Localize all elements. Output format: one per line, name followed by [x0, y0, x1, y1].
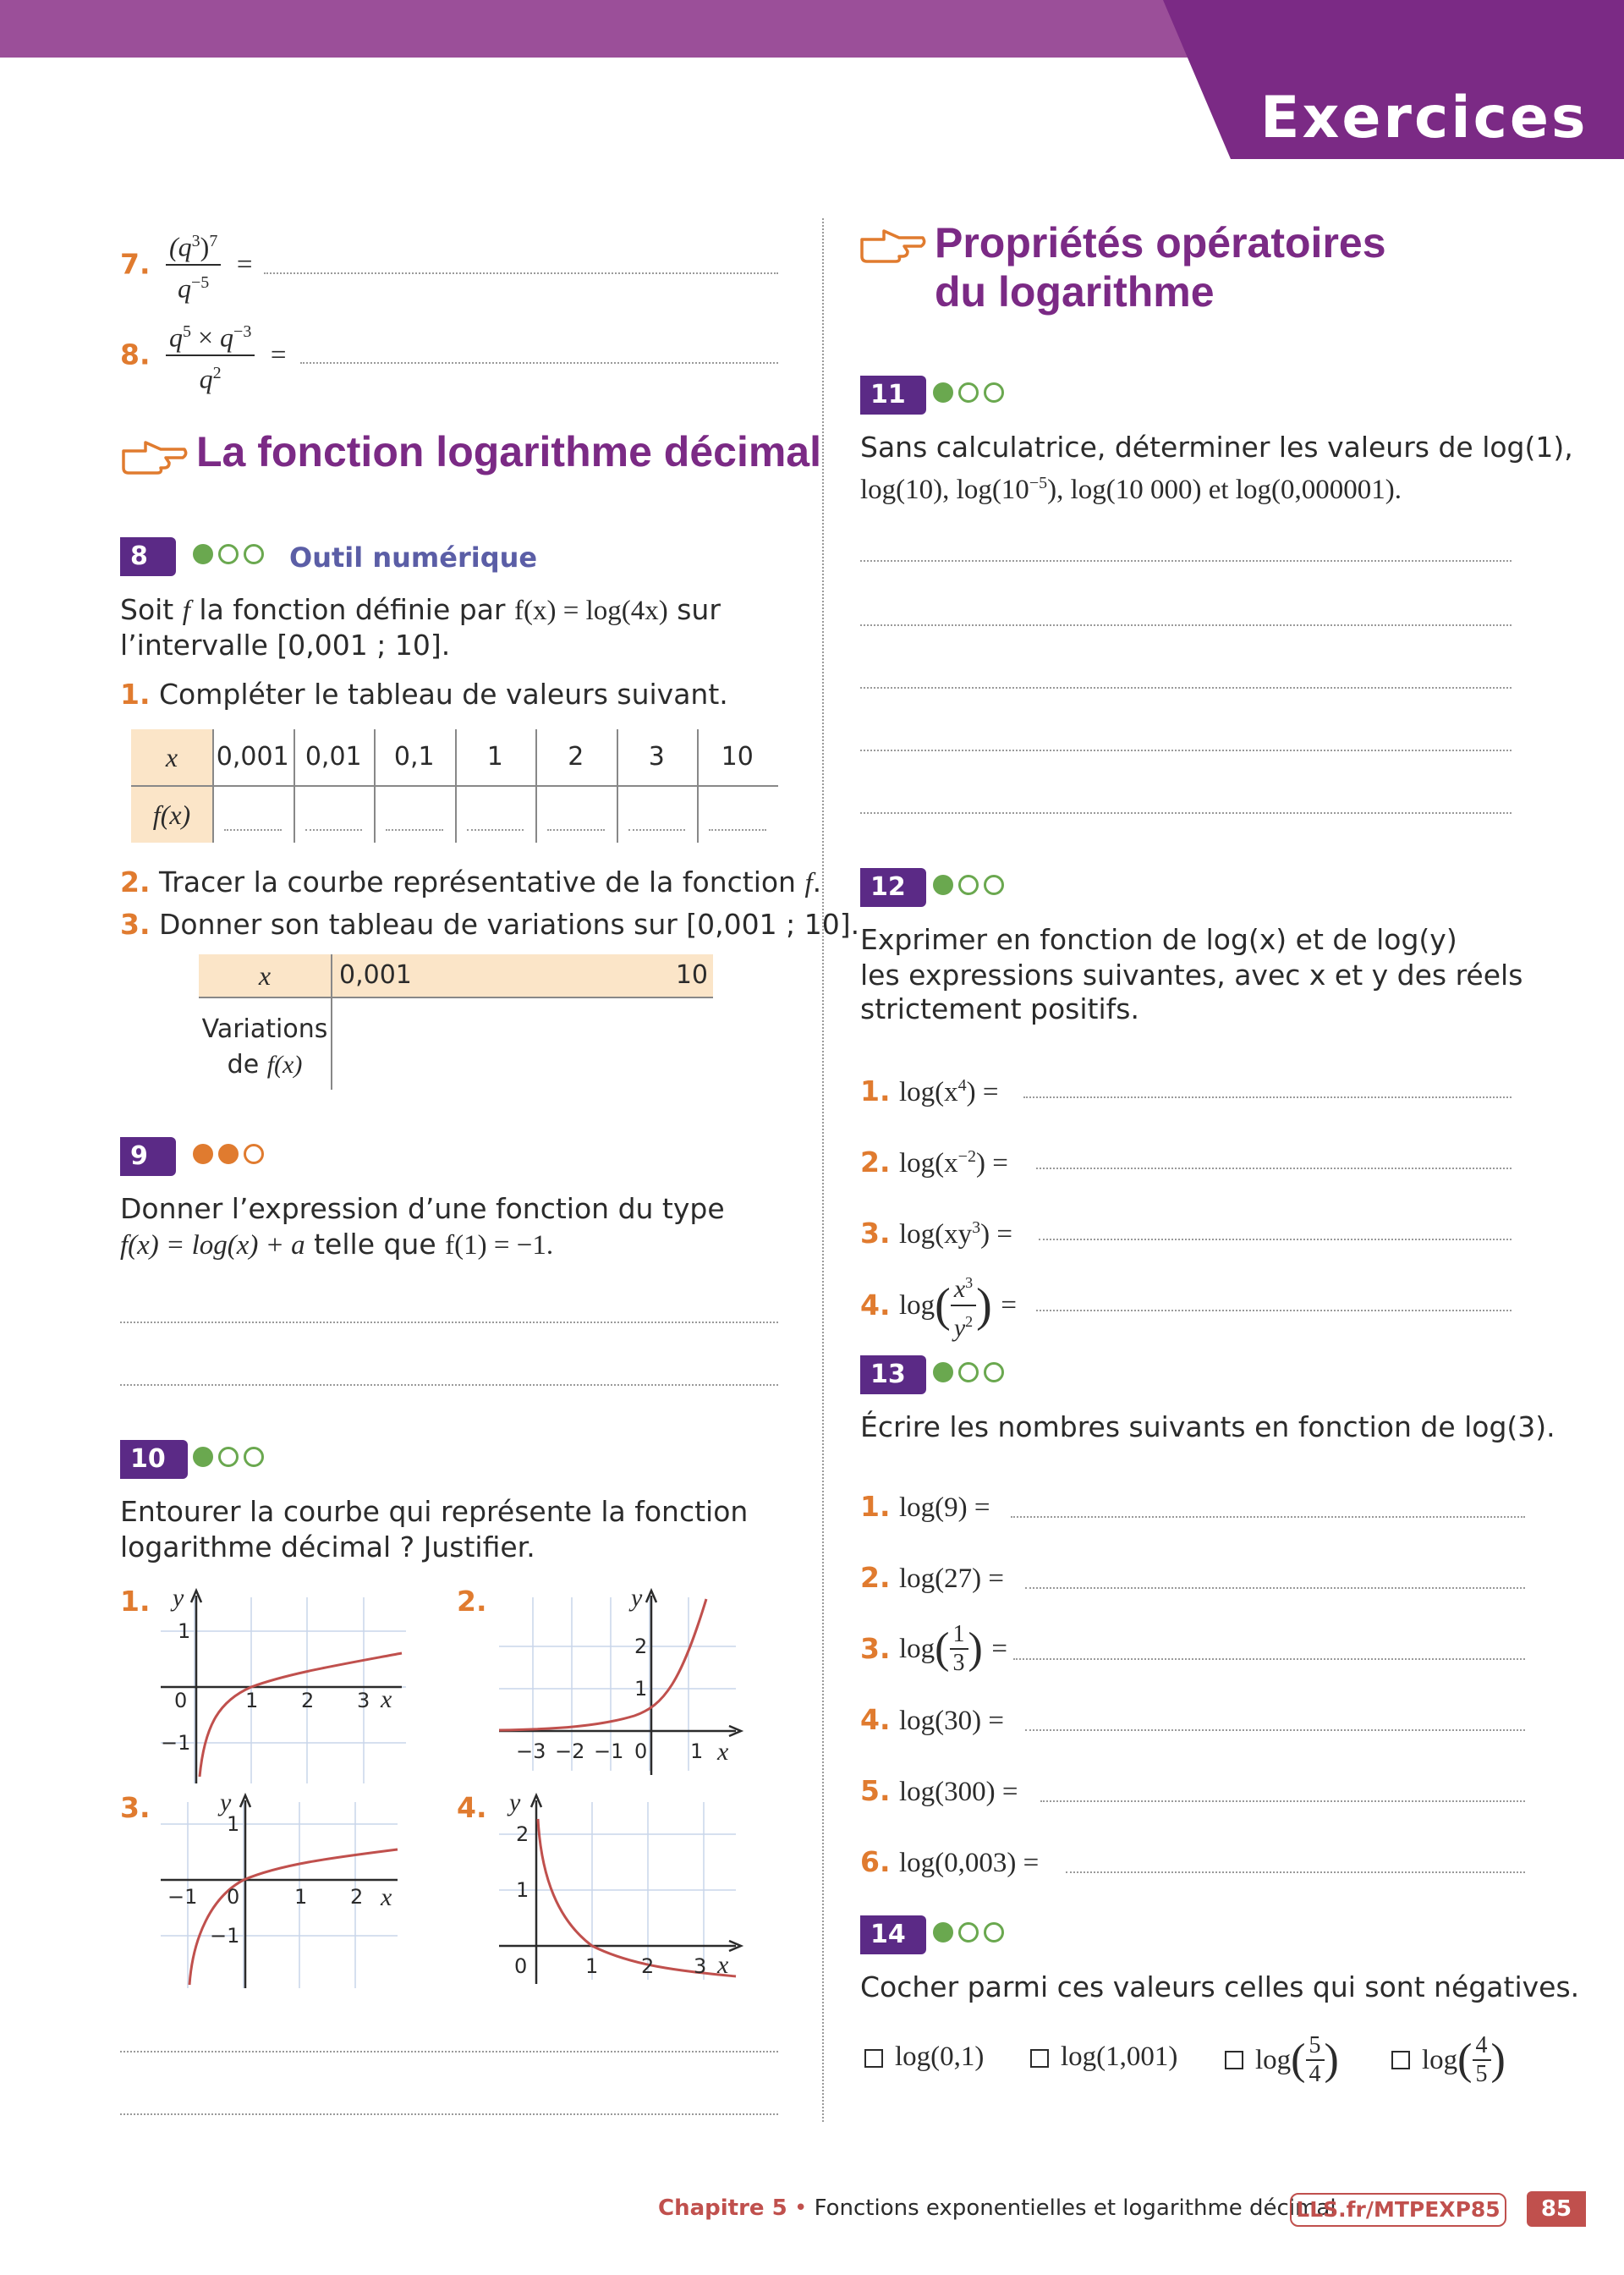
difficulty-dot — [933, 1362, 953, 1382]
exercise-badge: 13 — [860, 1355, 926, 1394]
answer-line[interactable] — [860, 560, 1512, 562]
section-title-properties: Propriétés opératoires — [935, 219, 1386, 267]
svg-text:−1: −1 — [594, 1739, 624, 1763]
footer-link[interactable]: LLS.fr/MTPEXP85 — [1290, 2193, 1506, 2227]
difficulty-dots — [933, 875, 1009, 895]
question-1: 1. Compléter le tableau de valeurs suivant. — [120, 678, 728, 711]
svg-text:0: 0 — [227, 1885, 240, 1909]
exercise-8-intro-2: l’intervalle [0,001 ; 10]. — [120, 629, 451, 662]
difficulty-dots — [193, 1447, 269, 1467]
answer-line[interactable] — [120, 2051, 778, 2052]
variation-row-label: Variations de f(x) — [201, 1014, 328, 1080]
answer-line[interactable] — [860, 624, 1512, 626]
exercise-badge: 9 — [120, 1137, 176, 1176]
difficulty-dot — [984, 1362, 1004, 1382]
answer-line[interactable] — [1025, 1587, 1525, 1589]
graph-label: 1. — [120, 1585, 151, 1618]
section-title-logarithm: La fonction logarithme décimal — [196, 428, 821, 475]
answer-line[interactable] — [120, 1384, 778, 1386]
difficulty-dot — [933, 875, 953, 895]
exercise-10-line1: Entourer la courbe qui représente la fonction — [120, 1495, 749, 1528]
svg-text:−1: −1 — [210, 1924, 240, 1948]
table-answer-cell[interactable] — [628, 829, 686, 831]
table-x-label: x — [165, 742, 178, 772]
difficulty-dots — [933, 382, 1009, 403]
table-cell: 0,01 — [304, 742, 362, 772]
graph-3[interactable] — [152, 1785, 406, 1988]
svg-text:2: 2 — [301, 1689, 315, 1712]
variation-table — [199, 954, 713, 1090]
difficulty-dot — [218, 1144, 239, 1164]
svg-text:−3: −3 — [516, 1739, 546, 1763]
header-title: Exercices — [1260, 85, 1588, 151]
table-answer-cell[interactable] — [709, 829, 766, 831]
exercise-11-line2: log(10), $\log(10^{-5})$, log(10 000) et log(0,000001). — [860, 474, 1402, 505]
table-answer-cell[interactable] — [224, 829, 282, 831]
svg-text:1: 1 — [245, 1689, 259, 1712]
item-8: 8. $\frac{q^5 \times q^{-3}}{q^2}$ = — [120, 315, 286, 395]
graph-4[interactable] — [491, 1785, 744, 1988]
pointing-hand-icon — [120, 436, 188, 478]
svg-text:3: 3 — [357, 1689, 370, 1712]
table-fx-label: f(x) — [152, 800, 191, 830]
answer-line[interactable] — [1025, 1729, 1525, 1731]
page-number: 85 — [1527, 2191, 1586, 2227]
fraction: $\frac{q^5 \times q^{-3}}{q^2}$ — [166, 315, 255, 395]
answer-line[interactable] — [860, 812, 1512, 814]
exercise-11-line1: Sans calculatrice, déterminer les valeurs de log(1), — [860, 431, 1573, 464]
difficulty-dot — [933, 382, 953, 403]
answer-line[interactable] — [860, 750, 1512, 751]
svg-text:−1: −1 — [161, 1731, 191, 1755]
table-cell: 2 — [568, 742, 584, 772]
graph-1[interactable] — [144, 1580, 414, 1783]
table-answer-cell[interactable] — [386, 829, 443, 831]
variation-x-label: x — [258, 960, 272, 991]
svg-text:1: 1 — [690, 1739, 704, 1763]
exercise-12-line3: strictement positifs. — [860, 992, 1139, 1025]
item-number: 8. — [120, 338, 151, 371]
graph-label: 4. — [457, 1791, 487, 1824]
exercise-13-item-1: 1. log(9) = — [860, 1490, 990, 1523]
pointing-hand-icon — [859, 224, 926, 267]
exercise-9-line1: Donner l’expression d’une fonction du type — [120, 1192, 725, 1225]
difficulty-dot — [244, 1144, 264, 1164]
table-answer-cell[interactable] — [305, 829, 363, 831]
difficulty-dot — [218, 544, 239, 564]
footer-chapter-title: Fonctions exponentielles et logarithme décimal — [814, 2195, 1336, 2221]
exercise-14-line1: Cocher parmi ces valeurs celles qui sont négatives. — [860, 1970, 1580, 2003]
table-cell: 10 — [721, 742, 754, 772]
answer-line[interactable] — [1039, 1239, 1512, 1240]
graph-2[interactable] — [491, 1580, 744, 1783]
exercise-badge: 11 — [860, 376, 926, 415]
choice-4[interactable]: log( $\frac{4}{5}$ ) — [1391, 2032, 1506, 2088]
difficulty-dots — [193, 1144, 269, 1164]
exercise-badge: 12 — [860, 868, 926, 907]
difficulty-dot — [193, 1447, 213, 1467]
table-answer-cell[interactable] — [467, 829, 524, 831]
answer-line[interactable] — [1011, 1516, 1525, 1518]
difficulty-dot — [218, 1447, 239, 1467]
difficulty-dot — [958, 1922, 979, 1943]
answer-line[interactable] — [120, 1322, 778, 1323]
answer-line[interactable] — [1036, 1168, 1512, 1169]
difficulty-dot — [193, 544, 213, 564]
exercise-12-line2: les expressions suivantes, avec x et y des réels — [860, 959, 1523, 992]
difficulty-dots — [193, 544, 269, 564]
variation-end: 10 — [675, 960, 708, 990]
answer-line[interactable] — [860, 687, 1512, 689]
question-2: 2. Tracer la courbe représentative de la fonction f. — [120, 865, 822, 898]
svg-text:1: 1 — [585, 1954, 599, 1978]
exercise-13-line1: Écrire les nombres suivants en fonction de log(3). — [860, 1410, 1555, 1443]
svg-text:−1: −1 — [167, 1885, 198, 1909]
graph-label: 2. — [457, 1585, 487, 1618]
exercise-13-item-5: 5. log(300) = — [860, 1774, 1018, 1807]
exercise-13-item-2: 2. log(27) = — [860, 1561, 1005, 1594]
answer-line[interactable] — [1040, 1800, 1525, 1802]
exercise-12-item-3: 3. $\log(xy^3)$ = — [860, 1217, 1013, 1250]
exercise-badge: 10 — [120, 1440, 188, 1479]
column-divider — [822, 218, 824, 2122]
footer-chapter: Chapitre 5 — [658, 2195, 787, 2221]
table-cell: 1 — [486, 742, 503, 772]
question-3: 3. Donner son tableau de variations sur [0,001 ; 10]. — [120, 908, 860, 941]
answer-line[interactable] — [1066, 1871, 1525, 1873]
answer-line[interactable] — [300, 362, 778, 364]
difficulty-dots — [933, 1362, 1009, 1382]
svg-text:x: x — [381, 1883, 392, 1911]
answer-line[interactable] — [1013, 1658, 1525, 1660]
checkbox[interactable] — [1391, 2051, 1410, 2069]
svg-text:0: 0 — [514, 1954, 528, 1978]
fraction: $\frac{(q^3)^7}{q^{-5}}$ — [166, 224, 221, 305]
difficulty-dot — [984, 875, 1004, 895]
answer-line[interactable] — [264, 272, 778, 274]
difficulty-dot — [958, 875, 979, 895]
table-cell: 3 — [648, 742, 665, 772]
table-answer-cell[interactable] — [547, 829, 605, 831]
svg-text:3: 3 — [694, 1954, 707, 1978]
graph-label: 3. — [120, 1791, 151, 1824]
svg-text:y: y — [173, 1584, 184, 1612]
exercise-10-line2: logarithme décimal ? Justifier. — [120, 1530, 535, 1563]
checkbox[interactable] — [1030, 2049, 1049, 2068]
answer-line[interactable] — [1023, 1096, 1512, 1098]
svg-text:y: y — [220, 1789, 232, 1816]
exercise-12-item-2: 2. $\log(x^{-2})$ = — [860, 1146, 1008, 1179]
exercise-13-item-6: 6. log(0,003) = — [860, 1845, 1040, 1878]
footer: Chapitre 5 • Fonctions exponentielles et logarithme décimal — [658, 2195, 1336, 2221]
table-cell: 0,1 — [393, 742, 435, 772]
svg-text:0: 0 — [634, 1739, 648, 1763]
exercise-badge: 14 — [860, 1915, 926, 1954]
choice-1[interactable]: log(0,1) — [864, 2039, 984, 2074]
difficulty-dot — [244, 1447, 264, 1467]
difficulty-dot — [958, 1362, 979, 1382]
svg-text:0: 0 — [174, 1689, 188, 1712]
svg-text:x: x — [717, 1738, 729, 1766]
exercise-9-line2: f(x) = log(x) + a telle que f(1) = −1. — [120, 1228, 554, 1261]
exercise-8-intro: Soit f la fonction définie par f(x) = log(4x) sur — [120, 593, 721, 626]
difficulty-dot — [984, 1922, 1004, 1943]
svg-text:2: 2 — [516, 1822, 529, 1846]
svg-text:2: 2 — [350, 1885, 364, 1909]
svg-text:1: 1 — [178, 1619, 191, 1643]
value-table — [131, 729, 778, 843]
svg-text:y: y — [509, 1789, 521, 1816]
item-number: 7. — [120, 247, 151, 281]
difficulty-dot — [193, 1144, 213, 1164]
choice-2[interactable]: log(1,001) — [1030, 2039, 1177, 2074]
difficulty-dots — [933, 1922, 1009, 1943]
difficulty-dot — [984, 382, 1004, 403]
checkbox[interactable] — [1225, 2051, 1243, 2069]
svg-text:−2: −2 — [555, 1739, 585, 1763]
exercise-13-item-4: 4. log(30) = — [860, 1703, 1005, 1736]
svg-text:1: 1 — [516, 1878, 529, 1902]
answer-line[interactable] — [1036, 1310, 1512, 1311]
answer-line[interactable] — [120, 2113, 778, 2115]
svg-text:x: x — [717, 1951, 729, 1979]
svg-text:y: y — [631, 1584, 643, 1612]
table-cell: 0,001 — [216, 742, 289, 772]
exercise-badge: 8 — [120, 537, 176, 576]
exercise-12-line1: Exprimer en fonction de log(x) et de log(y) — [860, 923, 1457, 956]
svg-text:1: 1 — [294, 1885, 308, 1909]
tool-tag: Outil numérique — [289, 541, 538, 574]
svg-text:1: 1 — [227, 1812, 240, 1836]
variation-start: 0,001 — [339, 960, 412, 990]
exercise-12-item-4: 4. log( $\frac{x^3}{y^2}$ ) = — [860, 1267, 1017, 1344]
difficulty-dot — [244, 544, 264, 564]
svg-text:2: 2 — [634, 1635, 648, 1658]
checkbox[interactable] — [864, 2049, 883, 2068]
exercise-13-item-3: 3. log( $\frac{1}{3}$ ) = — [860, 1621, 1007, 1676]
difficulty-dot — [933, 1922, 953, 1943]
choice-3[interactable]: log( $\frac{5}{4}$ ) — [1225, 2032, 1339, 2088]
svg-text:x: x — [381, 1685, 392, 1713]
item-7: 7. $\frac{(q^3)^7}{q^{-5}}$ = — [120, 224, 252, 305]
section-title-properties-2: du logarithme — [935, 268, 1215, 316]
difficulty-dot — [958, 382, 979, 403]
svg-text:1: 1 — [634, 1677, 648, 1701]
exercise-12-item-1: 1. $\log(x^4)$ = — [860, 1074, 999, 1107]
svg-text:2: 2 — [641, 1954, 655, 1978]
